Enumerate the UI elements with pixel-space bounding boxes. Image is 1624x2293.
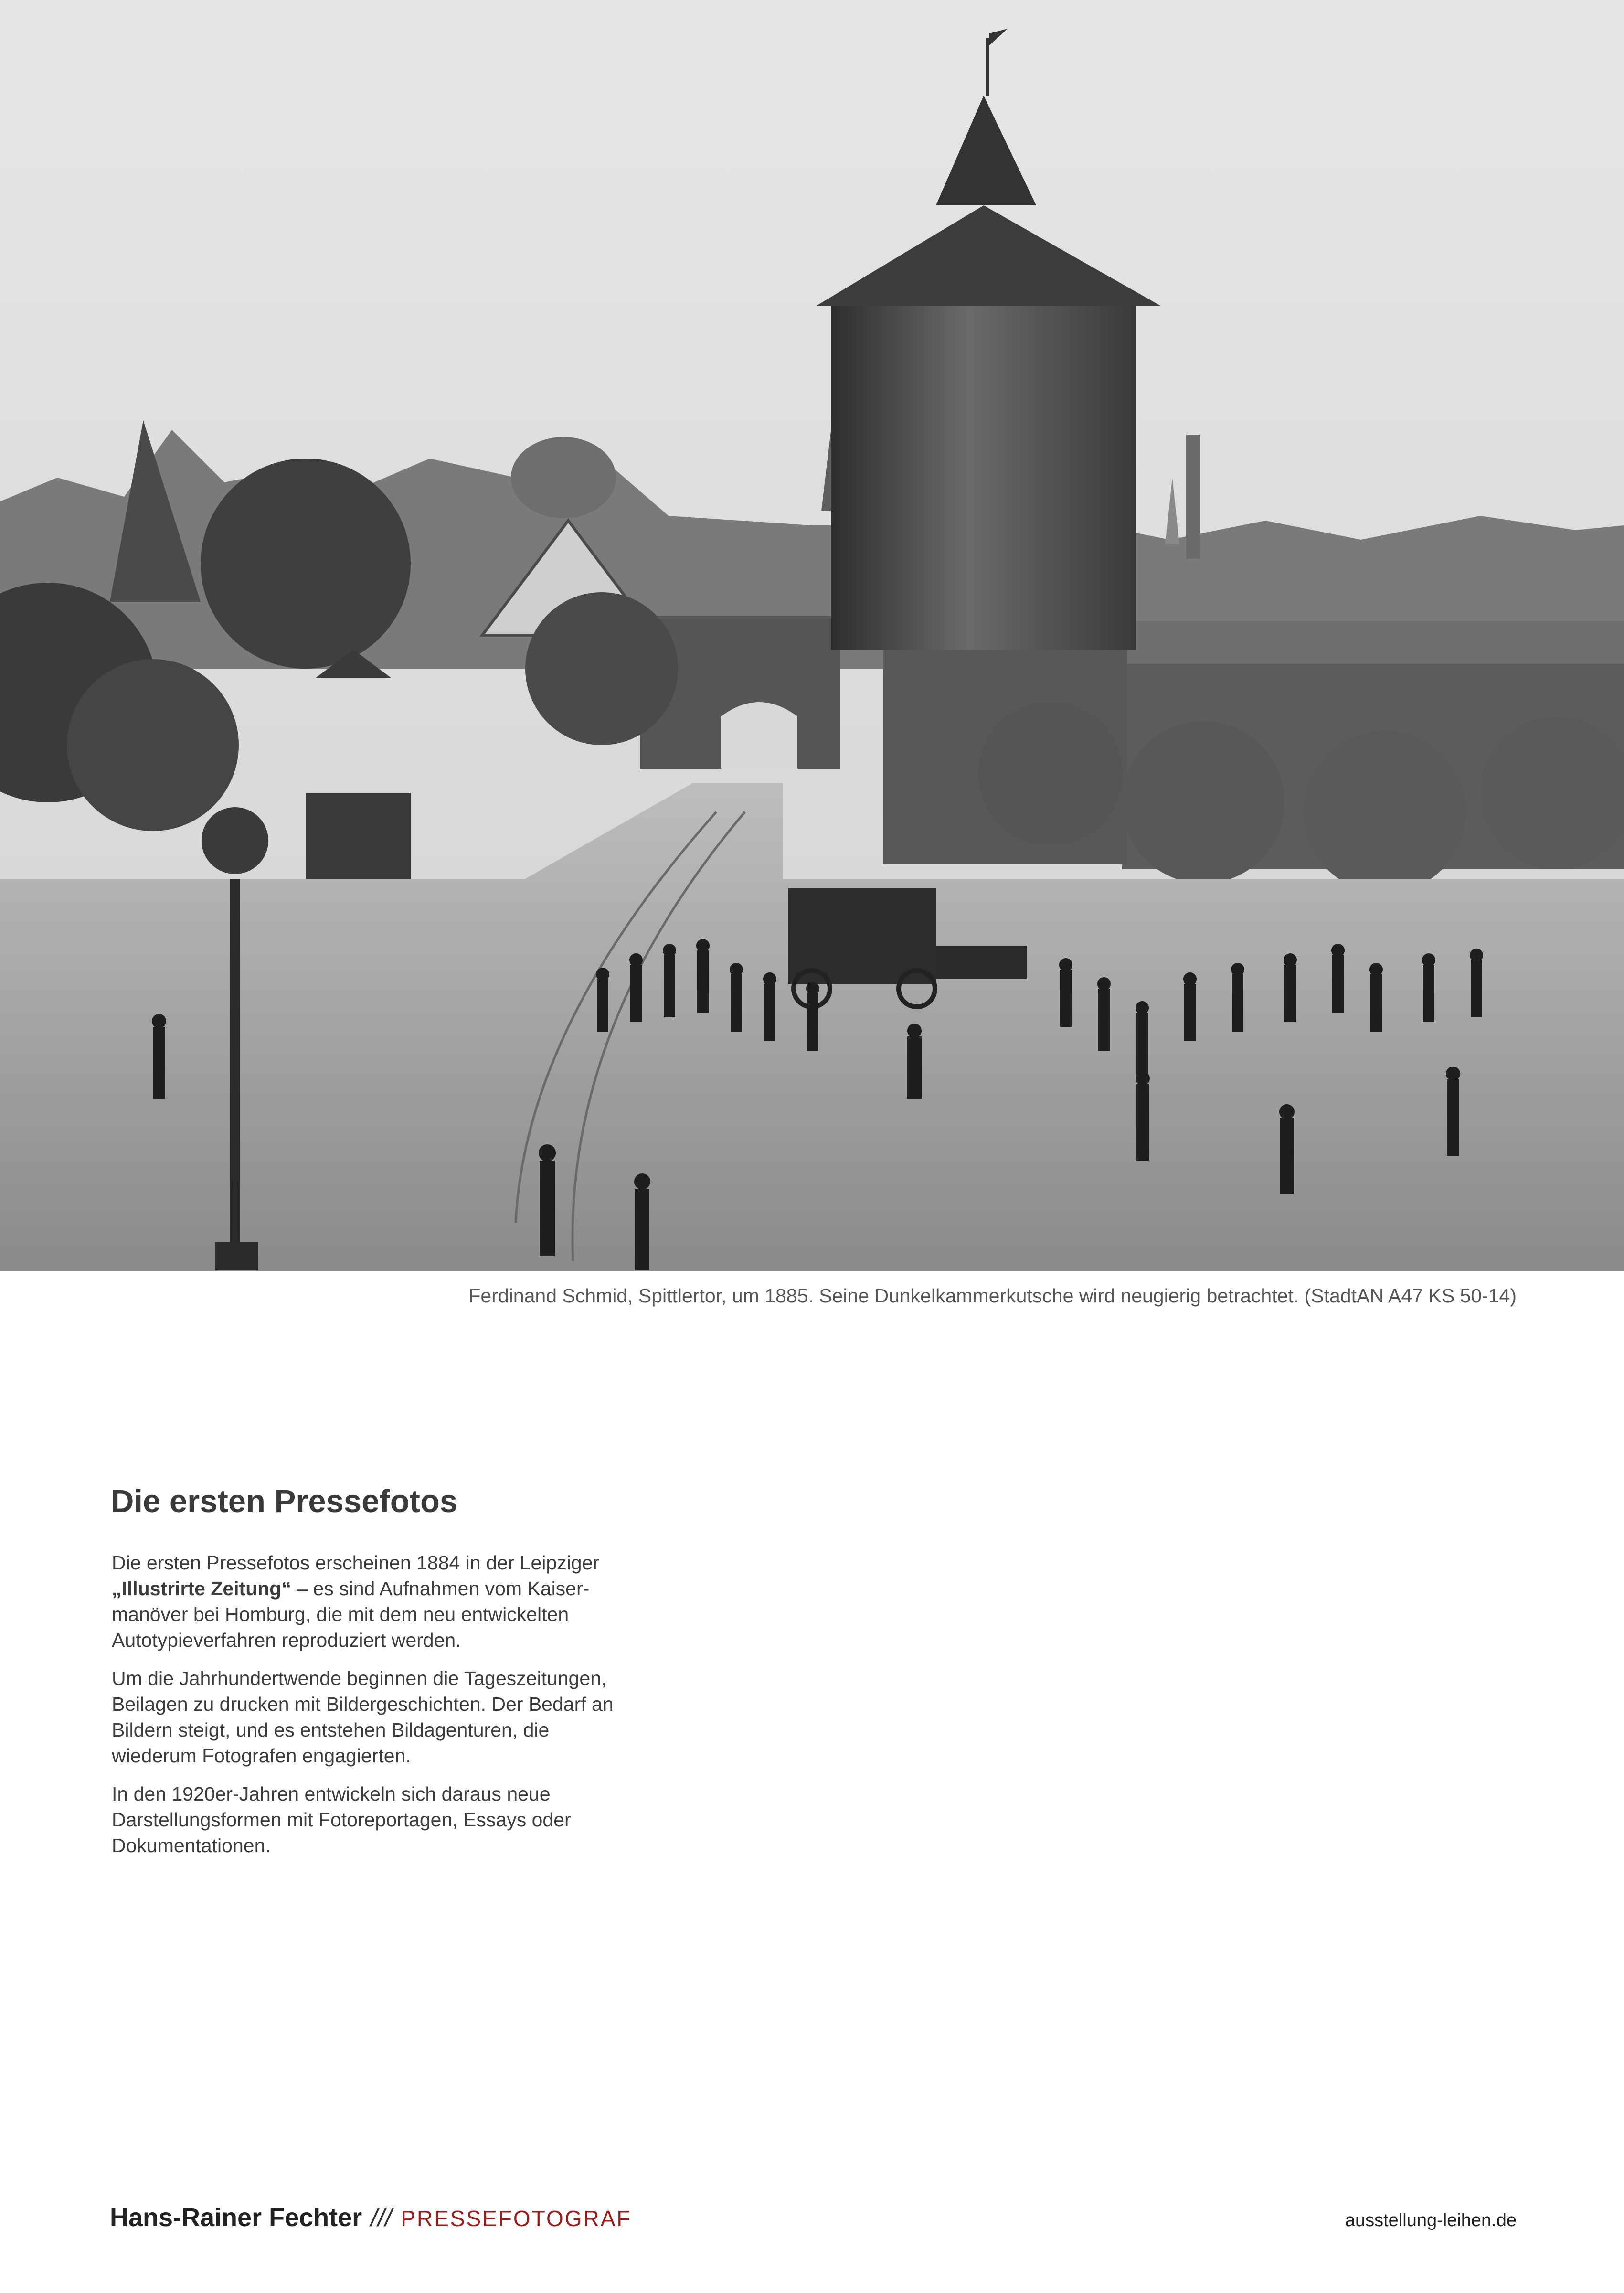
paragraph-1: Die ersten Pressefotos erscheinen 1884 in der Leipziger „Illustrirte Zeitung“ – es sind Aufnahmen vom Kaiser-manöver bei Homburg, die mit dem neu entwickelten Autotypieverfahren reproduziert werden.	[112, 1552, 600, 1651]
paragraph-3: In den 1920er-Jahren entwickeln sich daraus neue Darstellungsformen mit Fotoreportagen, Essays oder Dokumentationen.	[112, 1783, 571, 1856]
article-heading: Die ersten Pressefotos	[111, 1483, 458, 1519]
newspaper-name: „Illustrirte Zeitung“	[112, 1578, 291, 1600]
paragraph-2: Um die Jahrhundertwende beginnen die Tageszeitungen, Beilagen zu drucken mit Bildergeschichten. Der Bedarf an Bildern steigt, und es entstehen Bildagenturen, die wiederum Fotografen engagierten.	[112, 1667, 614, 1767]
photographer-role: PRESSEFOTOGRAF	[401, 2206, 632, 2231]
photographer-name: Hans-Rainer Fechter	[110, 2203, 362, 2232]
article-body	[112, 1550, 627, 1871]
footer-url: ausstellung-leihen.de	[1345, 2210, 1517, 2230]
footer-credit	[110, 2203, 632, 2232]
photo-caption: Ferdinand Schmid, Spittlertor, um 1885. Seine Dunkelkammerkutsche wird neugierig betrachtet. (StadtAN A47 KS 50-14)	[468, 1285, 1517, 1307]
footer-separator: ///	[371, 2203, 393, 2232]
